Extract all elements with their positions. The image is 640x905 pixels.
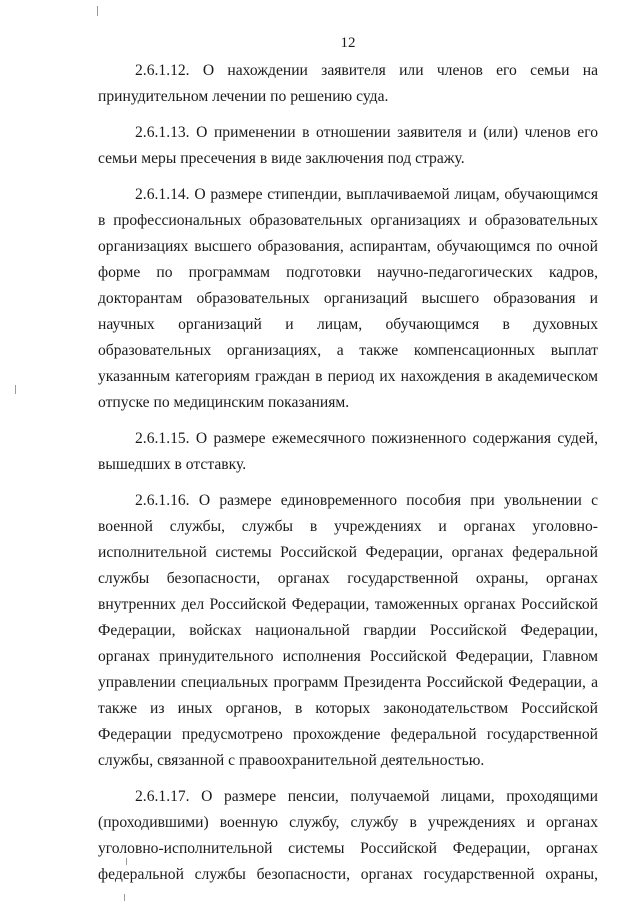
scan-speck bbox=[15, 385, 16, 394]
paragraph-2-6-1-15: 2.6.1.15. О размере ежемесячного пожизненного содержания судей, вышедших в отставку. bbox=[98, 430, 598, 473]
paragraph-2-6-1-16: 2.6.1.16. О размере единовременного пособия при увольнении с военной службы, службы в учреждениях и органах уголовно-исполнительной системы Российской Федерации, органах федеральной службы безопасности, органах государственной охраны, органах внутренних дел Российской Федерации, таможенных органах Российской Федерации, войсках национальной гвардии Российской Федерации, органах принудительного исполнения Российской Федерации, Главном управлении специальных программ Президента Российской Федерации, а также из иных органов, в которых законодательством Российской Федерации предусмотрено прохождение федеральной государственной службы, связанной с правоохранительной деятельностью. bbox=[98, 492, 598, 769]
document-body bbox=[98, 58, 598, 898]
paragraph-2-6-1-17: 2.6.1.17. О размере пенсии, получаемой лицами, проходящими (проходившими) военную службу, службу в учреждениях и органах уголовно-исполнительной системы Российской Федерации, органах федеральной службы безопасности, органах государственной охраны, bbox=[98, 788, 598, 883]
document-page bbox=[98, 0, 598, 905]
paragraph-2-6-1-12: 2.6.1.12. О нахождении заявителя или членов его семьи на принудительном лечении по решению суда. bbox=[98, 62, 598, 105]
paragraph-2-6-1-13: 2.6.1.13. О применении в отношении заявителя и (или) членов его семьи меры пресечения в виде заключения под стражу. bbox=[98, 124, 598, 167]
paragraph-2-6-1-14: 2.6.1.14. О размере стипендии, выплачиваемой лицам, обучающимся в профессиональных образовательных организациях и образовательных организациях высшего образования, аспирантам, обучающимся по очной форме по программам подготовки научно-педагогических кадров, докторантам образовательных организаций высшего образования и научных организаций и лицам, обучающимся в духовных образовательных организациях, а также компенсационных выплат указанным категориям граждан в период их нахождения в академическом отпуске по медицинским показаниям. bbox=[98, 186, 598, 411]
page-number: 12 bbox=[340, 35, 356, 51]
